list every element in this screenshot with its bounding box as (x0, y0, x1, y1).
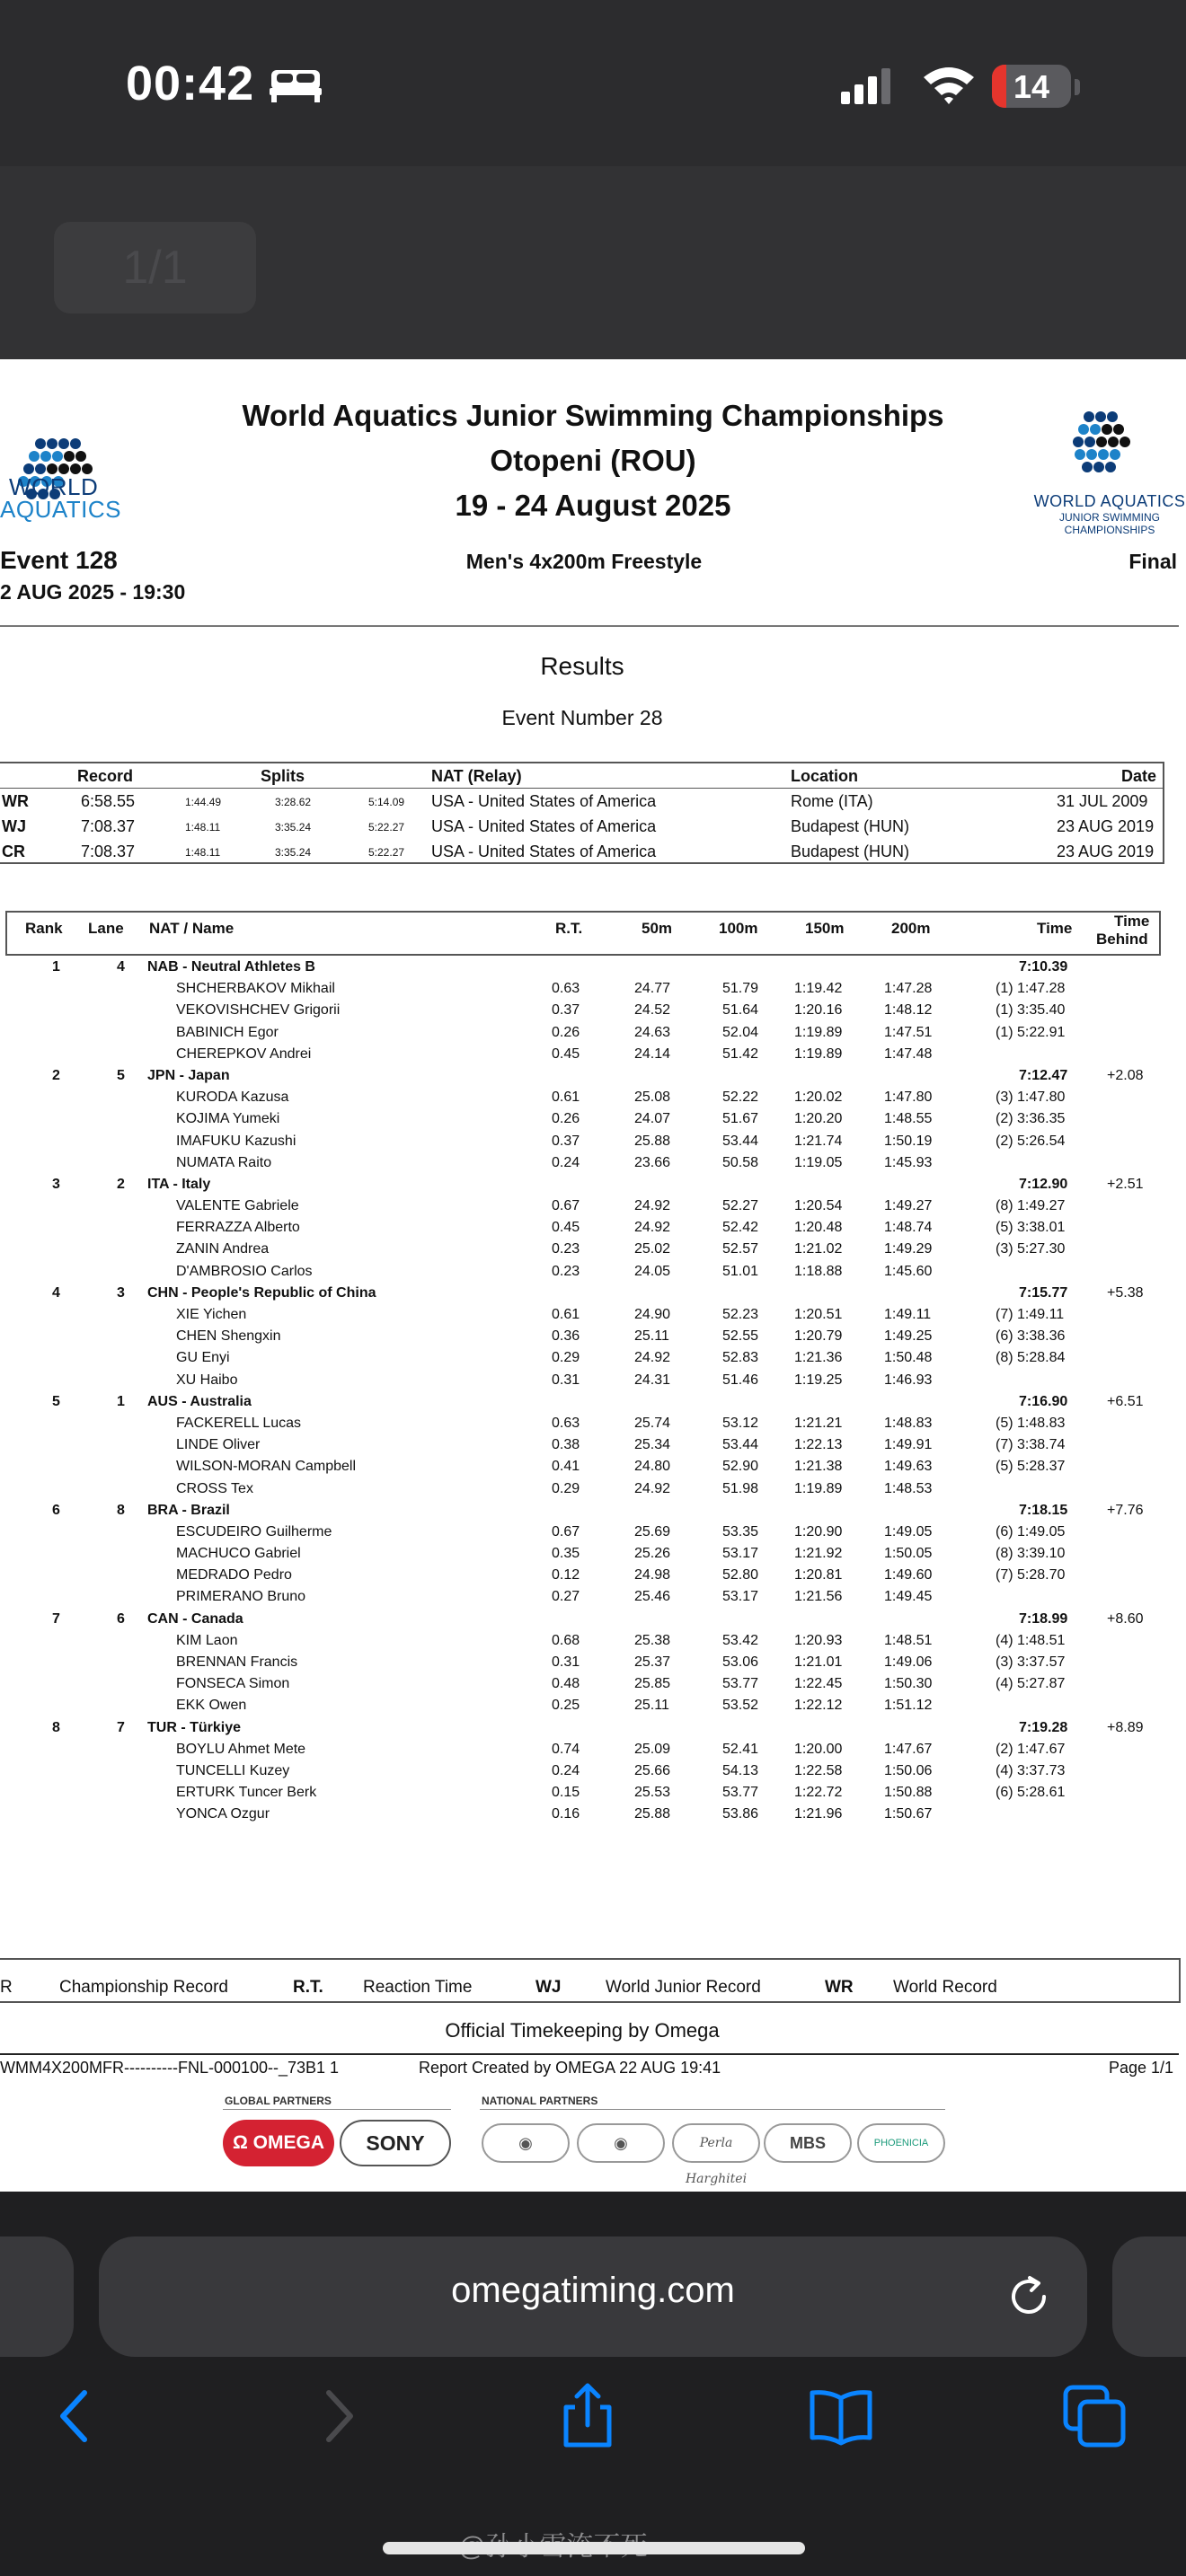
national-partner-logo: ◉ (482, 2123, 570, 2163)
results-heading: Results (540, 652, 624, 680)
cellular-signal-icon (839, 66, 895, 106)
viewer-toolbar (0, 166, 1186, 359)
team-row: 6 8 BRA - Brazil 7:18.15 +7.76 (52, 1502, 1144, 1518)
swimmer-row: MEDRADO Pedro 0.12 24.98 52.80 1:20.81 1:49.60 (7) 5:28.70 (176, 1567, 1066, 1584)
venue: Otopeni (ROU) (490, 444, 696, 477)
swimmer-row: FONSECA Simon 0.48 25.85 53.77 1:22.45 1:50.30 (4) 5:27.87 (176, 1676, 1066, 1692)
national-partner-logo: MBS (764, 2123, 852, 2163)
records-table (0, 762, 1164, 864)
swimmer-row: EKK Owen 0.25 25.11 53.52 1:22.12 1:51.12 (176, 1698, 933, 1714)
team-row: 4 3 CHN - People's Republic of China 7:15.77 +5.38 (52, 1284, 1144, 1301)
status-bar (0, 0, 1186, 166)
footer-divider (0, 2053, 1179, 2055)
swimmer-row: YONCA Ozgur 0.16 25.88 53.86 1:21.96 1:50.67 (176, 1806, 933, 1822)
team-row: 5 1 AUS - Australia 7:16.90 +6.51 (52, 1393, 1144, 1409)
sleep-focus-icon (268, 65, 323, 104)
sony-logo: SONY (340, 2120, 451, 2166)
swimmer-row: BRENNAN Francis 0.31 25.37 53.06 1:21.01 1:49.06 (3) 3:37.57 (176, 1654, 1066, 1670)
swimmer-row: TUNCELLI Kuzey 0.24 25.66 54.13 1:22.58 1:50.06 (4) 3:37.73 (176, 1762, 1066, 1778)
swimmer-row: XIE Yichen 0.61 24.90 52.23 1:20.51 1:49.11 (7) 1:49.11 (176, 1307, 1065, 1322)
national-partner-logo: PHOENICIA (857, 2123, 945, 2163)
swimmer-row: KURODA Kazusa 0.61 25.08 52.22 1:20.02 1:47.80 (3) 1:47.80 (176, 1090, 1066, 1106)
global-partners-label: GLOBAL PARTNERS (225, 2095, 332, 2107)
national-partner-logo: ◉ (577, 2123, 665, 2163)
swimmer-row: KIM Laon 0.68 25.38 53.42 1:20.93 1:48.51 (4) 1:48.51 (176, 1632, 1066, 1648)
swimmer-row: GU Enyi 0.29 24.92 52.83 1:21.36 1:50.48 (8) 5:28.84 (176, 1350, 1066, 1366)
swimmer-row: LINDE Oliver 0.38 25.34 53.44 1:22.13 1:49.91 (7) 3:38.74 (176, 1437, 1066, 1453)
event-datetime: 2 AUG 2025 - 19:30 (0, 580, 186, 604)
battery-level: 14 (1013, 68, 1050, 105)
swimmer-row: VALENTE Gabriele 0.67 24.92 52.27 1:20.54 1:49.27 (8) 1:49.27 (176, 1198, 1066, 1214)
event-number: Event Number 28 (501, 706, 663, 729)
record-row: CR 7:08.37 1:48.11 3:35.24 5:22.27 USA - United States of America Budapest (HUN) 23 AUG 2019 (2, 842, 1155, 860)
pdf-document[interactable] (0, 359, 1186, 2192)
previous-tab-preview[interactable] (0, 2236, 74, 2357)
omega-logo: Ω OMEGA (223, 2120, 334, 2166)
wifi-icon (920, 63, 978, 106)
team-row: 2 5 JPN - Japan 7:12.47 +2.08 (52, 1067, 1144, 1083)
team-row: 7 6 CAN - Canada 7:18.99 +8.60 (52, 1610, 1144, 1627)
swimmer-row: CROSS Tex 0.29 24.92 51.98 1:19.89 1:48.53 (176, 1480, 933, 1496)
swimmer-row: MACHUCO Gabriel 0.35 25.26 53.17 1:21.92 1:50.05 (8) 3:39.10 (176, 1546, 1066, 1562)
swimmer-row: BABINICH Egor 0.26 24.63 52.04 1:19.89 1:47.51 (1) 5:22.91 (176, 1024, 1066, 1040)
team-row: 8 7 TUR - Türkiye 7:19.28 +8.89 (52, 1719, 1144, 1735)
swimmer-row: D'AMBROSIO Carlos 0.23 24.05 51.01 1:18.88 1:45.60 (176, 1263, 933, 1279)
swimmer-row: ESCUDEIRO Guilherme 0.67 25.69 53.35 1:20.90 1:49.05 (6) 1:49.05 (176, 1523, 1066, 1539)
swimmer-row: PRIMERANO Bruno 0.27 25.46 53.17 1:21.56 1:49.45 (176, 1589, 933, 1605)
swimmer-row: ZANIN Andrea 0.23 25.02 52.57 1:21.02 1:49.29 (3) 5:27.30 (176, 1241, 1066, 1257)
org-name-right: WORLD AQUATICS JUNIOR SWIMMING CHAMPIONSHIPS (1033, 492, 1186, 536)
legend: R Championship Record R.T. Reaction Time WJ World Junior Record WR World Record (0, 1958, 1181, 2003)
swimmer-row: NUMATA Raito 0.24 23.66 50.58 1:19.05 1:45.93 (176, 1154, 933, 1170)
page-number: Page 1/1 (1109, 2059, 1174, 2077)
header-divider (0, 625, 1179, 627)
event-name: Men's 4x200m Freestyle (465, 550, 703, 573)
battery-indicator (992, 65, 1071, 108)
swimmer-row: WILSON-MORAN Campbell 0.41 24.80 52.90 1:21.38 1:49.63 (5) 5:28.37 (176, 1459, 1066, 1475)
swimmer-row: CHEREPKOV Andrei 0.45 24.14 51.42 1:19.89 1:47.48 (176, 1045, 933, 1062)
team-row: 1 4 NAB - Neutral Athletes B 7:10.39 (52, 959, 1068, 975)
browser-bottom-bar (0, 2192, 1186, 2576)
org-name-left: WORLD AQUATICS (0, 473, 121, 523)
back-icon[interactable] (41, 2380, 113, 2452)
event-phase: Final (1128, 550, 1177, 573)
status-time: 00:42 (126, 57, 255, 110)
report-code: WMM4X200MFR----------FNL-000100--_73B1 1 (0, 2059, 340, 2077)
national-partner-logo: Perla Harghitei (672, 2123, 760, 2163)
championship-dates: 19 - 24 August 2025 (455, 489, 731, 522)
swimmer-row: SHCHERBAKOV Mikhail 0.63 24.77 51.79 1:19.42 1:47.28 (1) 1:47.28 (176, 981, 1066, 997)
bookmarks-icon[interactable] (805, 2380, 877, 2452)
timekeeping-note: Official Timekeeping by Omega (445, 2019, 720, 2042)
swimmer-row: VEKOVISHCHEV Grigorii 0.37 24.52 51.64 1:20.16 1:48.12 (1) 3:35.40 (176, 1002, 1066, 1019)
swimmer-row: FERRAZZA Alberto 0.45 24.92 52.42 1:20.48 1:48.74 (5) 3:38.01 (176, 1220, 1066, 1236)
swimmer-row: XU Haibo 0.31 24.31 51.46 1:19.25 1:46.93 (176, 1372, 933, 1388)
home-indicator[interactable] (383, 2542, 805, 2554)
swimmer-row: CHEN Shengxin 0.36 25.11 52.55 1:20.79 1:49.25 (6) 3:38.36 (176, 1328, 1066, 1345)
results-table (0, 957, 1186, 1827)
swimmer-row: BOYLU Ahmet Mete 0.74 25.09 52.41 1:20.00 1:47.67 (2) 1:47.67 (176, 1741, 1066, 1757)
national-partners-label: NATIONAL PARTNERS (482, 2095, 598, 2107)
championship-title: World Aquatics Junior Swimming Championships (242, 399, 944, 432)
record-row: WJ 7:08.37 1:48.11 3:35.24 5:22.27 USA - United States of America Budapest (HUN) 23 AUG 2019 (2, 817, 1155, 835)
team-row: 3 2 ITA - Italy 7:12.90 +2.51 (52, 1176, 1144, 1192)
tabs-icon[interactable] (1058, 2380, 1130, 2452)
forward-icon[interactable] (300, 2380, 372, 2452)
junior-championships-logo (1060, 404, 1141, 485)
event-label: Event 128 (0, 546, 118, 574)
swimmer-row: KOJIMA Yumeki 0.26 24.07 51.67 1:20.20 1:48.55 (2) 3:36.35 (176, 1111, 1066, 1127)
share-icon[interactable] (552, 2380, 624, 2452)
url-text[interactable]: omegatiming.com (451, 2271, 735, 2310)
report-created: Report Created by OMEGA 22 AUG 19:41 (419, 2059, 721, 2077)
results-table-header: Rank Lane NAT / Name R.T. 50m 100m 150m 200m Time Time Behind (5, 911, 1161, 956)
record-row: WR 6:58.55 1:44.49 3:28.62 5:14.09 USA - United States of America Rome (ITA) 31 JUL 2009 (2, 792, 1148, 810)
swimmer-row: IMAFUKU Kazushi 0.37 25.88 53.44 1:21.74 1:50.19 (2) 5:26.54 (176, 1133, 1066, 1149)
reload-icon[interactable] (1005, 2272, 1053, 2321)
address-bar[interactable] (99, 2236, 1087, 2357)
page-indicator[interactable]: 1/1 (54, 222, 256, 313)
swimmer-row: ERTURK Tuncer Berk 0.15 25.53 53.77 1:22.72 1:50.88 (6) 5:28.61 (176, 1785, 1066, 1801)
swimmer-row: FACKERELL Lucas 0.63 25.74 53.12 1:21.21 1:48.83 (5) 1:48.83 (176, 1415, 1066, 1431)
records-header: Record Splits NAT (Relay) Location Date (0, 765, 1164, 789)
next-tab-preview[interactable] (1112, 2236, 1186, 2357)
